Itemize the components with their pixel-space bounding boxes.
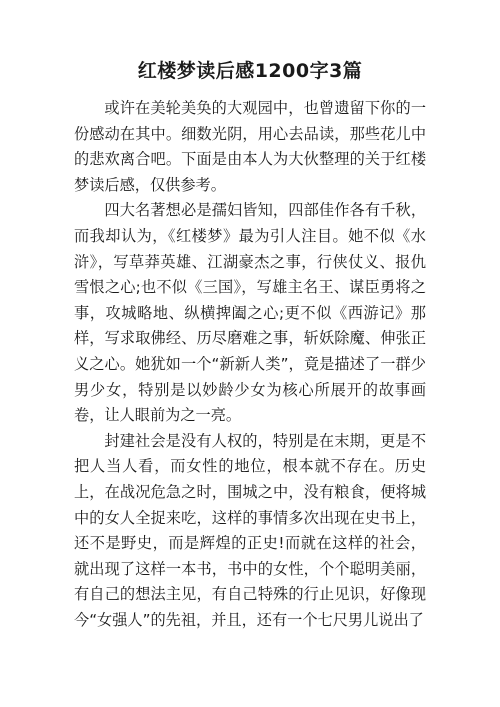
document-title: 红楼梦读后感1200字3篇 [137, 60, 363, 82]
paragraph-feudal-society: 封建社会是没有人权的，特别是在末期，更是不把人当人看，而女性的地位，根本就不存在。历史上，在战况危急之时，围城之中，没有粮食，便将城中的女人全捉来吃，这样的事情多次出现在史书上，还不是野史，而是辉煌的正史!而就在这样的社会，就出现了这样一本书，书中的女性，个个聪明美丽，有自己的想法主见，有自己特殊的行止见识，好像现今“女强人”的先祖，并且，还有一个七尺男儿说出了 [74, 431, 426, 629]
paragraph-four-classics: 四大名著想必是孺妇皆知，四部佳作各有千秋，而我却认为，《红楼梦》最为引人注目。她不似《水浒》，写草莽英雄、江湖豪杰之事，行侠仗义、报仇雪恨之心;也不似《三国》，写雄主名王、谋臣勇将之事，攻城略地、纵横捭阖之心;更不似《西游记》那样，写求取佛经、历尽磨难之事，斩妖除魔、伸张正义之心。她犹如一个“新新人类”，竟是描述了一群少男少女，特别是以妙龄少女为核心所展开的故事画卷，让人眼前为之一亮。 [74, 201, 426, 425]
paragraph-intro: 或许在美轮美奂的大观园中，也曾遗留下你的一份感动在其中。细数光阴，用心去品读，那些花儿中的悲欢离合吧。下面是由本人为大伙整理的关于红楼梦读后感，仅供参考。 [74, 99, 426, 194]
